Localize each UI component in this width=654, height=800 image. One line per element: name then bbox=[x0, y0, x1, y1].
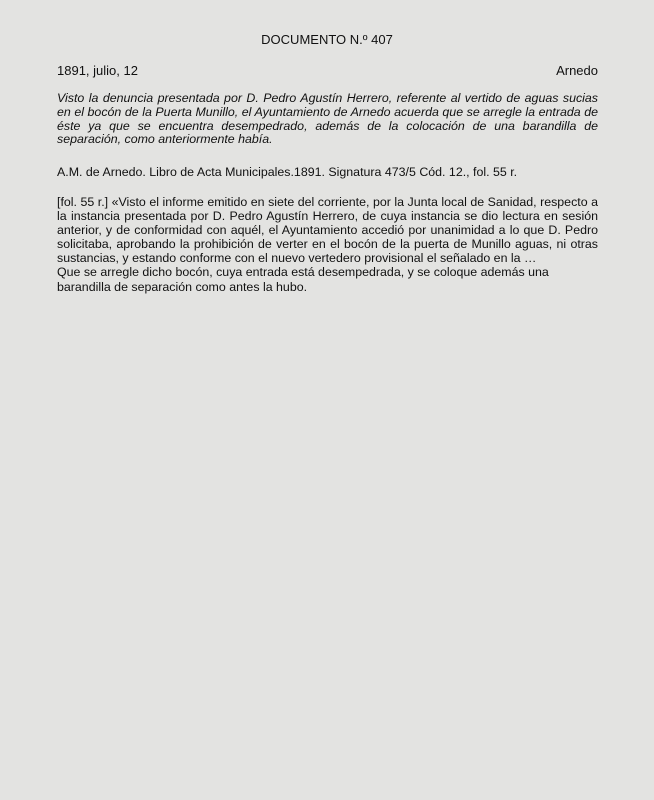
document-title: DOCUMENTO N.º 407 bbox=[261, 32, 393, 47]
archive-source: A.M. de Arnedo. Libro de Acta Municipales.1891. Signatura 473/5 Cód. 12., fol. 55 r. bbox=[57, 165, 518, 179]
transcription-paragraph: [fol. 55 r.] «Visto el informe emitido en siete del corriente, por la Junta local de Sanidad, respecto a la instancia presentada por D. Pedro Agustín Herrero, de cuya instancia se dio lectura en sesión anterior, y de conformidad con aquél, el Ayuntamiento accedió por unanimidad a lo que D. Pedro solicitaba, aprobando la prohibición de verter en el bocón de la puerta de Munillo aguas, ni otras sustancias, y estando conforme con el nuevo vertedero provisional el señalado en la … bbox=[57, 195, 598, 266]
document-date: 1891, julio, 12 bbox=[57, 63, 138, 78]
transcription-paragraph: Que se arregle dicho bocón, cuya entrada está desempedrada, y se coloque además una barandilla de separación como antes la hubo. bbox=[57, 265, 549, 294]
document-place: Arnedo bbox=[556, 63, 598, 78]
document-summary: Visto la denuncia presentada por D. Pedro Agustín Herrero, referente al vertido de aguas sucias en el bocón de la Puerta Munillo, el Ayuntamiento de Arnedo acuerda que se arregle la entrada de éste ya que se encuentra desempedrado, además de la colocación de una barandilla de separación, como anteriormente había. bbox=[57, 91, 598, 147]
transcription-body bbox=[57, 195, 598, 294]
date-place-line bbox=[57, 63, 598, 79]
